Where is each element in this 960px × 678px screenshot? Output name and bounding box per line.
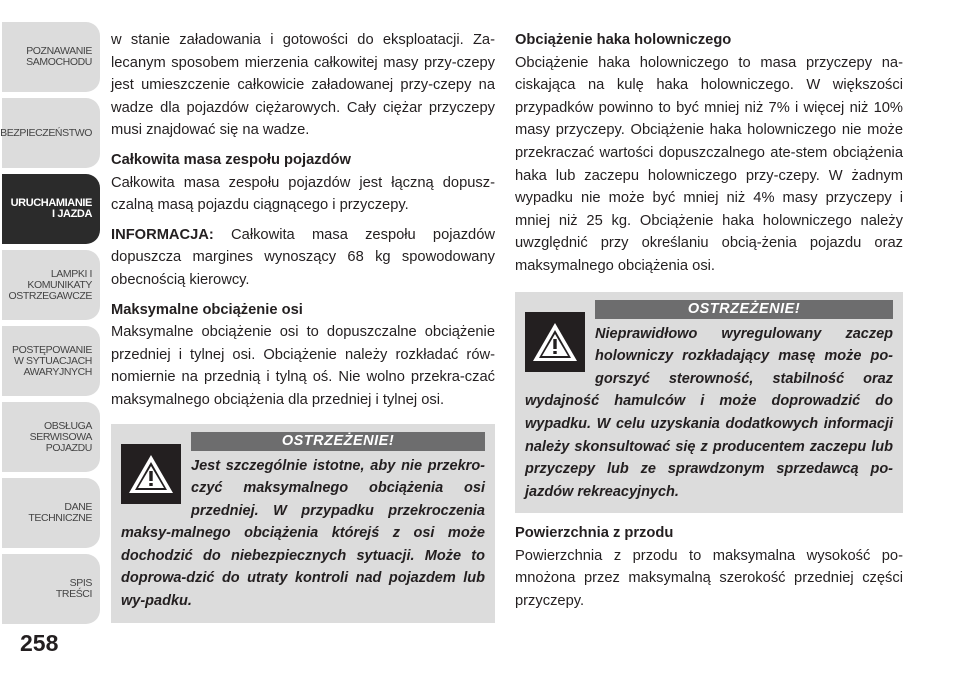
paragraph-max-axle-load: Maksymalne obciążenie osi to dopuszczalne obciążenie przedniej i tylnej osi. Obciążenie należy rozkładać rów-nomiernie na przednią i tylną oś. Nie wolno przekra-czać maksymalnego obciążenia dla przedniej i tylnej osi. (111, 324, 495, 408)
tab-uruchamianie-i-jazda[interactable] (2, 174, 100, 244)
warning-triangle-icon (525, 312, 585, 372)
warning-box-hitch (515, 292, 903, 514)
warning-title: OSTRZEŻENIE! (595, 300, 893, 319)
tab-obsluga-serwisowa[interactable] (2, 402, 100, 472)
tab-label: SPIS TREŚCI (55, 577, 92, 600)
tab-poznawanie-samochodu[interactable] (2, 22, 100, 92)
page-number: 258 (20, 630, 59, 656)
tab-postepowanie-awaryjne[interactable] (2, 326, 100, 396)
warning-text: Nieprawidłowo wyregulowany zaczep holowniczy rozkładający masę może po-gorszyć sterowność, stabilność oraz wydajność hamulców i może doprowadzić do wypadku. W celu uzyskania dodatkowych informacji należy skonsultować się z producentem zaczepu lub przyczepy lub ze sprawdzonym sprzedawcą po-jazdów rekreacyjnych. (525, 325, 893, 500)
paragraph-trailer-weighing: w stanie załadowania i gotowości do eksploatacji. Za-lecanym sposobem mierzenia całkowitej masy przy-czepy jest umieszczenie całkowicie załadowanej przy-czepy na wadze dla pojazdów ciężarowych. Cały ciężar przyczepy musi znajdować się na wadze. (111, 32, 495, 139)
info-text: Całkowita masa zespołu pojazdów dopuszcza margines wynoszący 68 kg spowodowany obecnością kierowcy. (111, 226, 495, 288)
tab-label: DANE TECHNICZNE (28, 501, 92, 524)
paragraph-gcw: Całkowita masa zespołu pojazdów jest łączną dopusz-czalną masą pojazdu ciągnącego i przyczepy. (111, 174, 495, 214)
heading-max-axle-load: Maksymalne obciążenie osi (111, 301, 303, 318)
tab-label: URUCHAMIANIE I JAZDA (10, 197, 92, 220)
tab-label: OBSŁUGA SERWISOWA POJAZDU (29, 419, 92, 454)
right-column (515, 29, 903, 620)
info-note (111, 224, 495, 292)
heading-gcw: Całkowita masa zespołu pojazdów (111, 151, 351, 168)
tab-lampki-i-komunikaty[interactable] (2, 250, 100, 320)
warning-triangle-icon (121, 444, 181, 504)
tab-label: BEZPIECZEŃSTWO (0, 126, 92, 139)
paragraph-tongue-weight: Obciążenie haka holowniczego to masa przyczepy na-ciskająca na kulę haka holowniczego. W większości przypadków powinno to być mniej niż 7% i więcej niż 10% masy przyczepy. Obciążenie haka holowniczego nie może przekraczać wartości dopuszczalnego ate-stem obciążenia haka lub zaczepu holowniczego przy-czepy. W żadnym wypadku nie może być mniej niż 4% masy przyczepy i mniej niż 25 kg. Obciążenie haka holowniczego należy uwzględnić przy określaniu obcią-żenia pojazdu oraz maksymalnego obciążenia osi. (515, 54, 903, 274)
tab-label: POZNAWANIE SAMOCHODU (26, 45, 92, 68)
tab-bezpieczenstwo[interactable] (2, 98, 100, 168)
warning-box-axle (111, 424, 495, 623)
heading-tongue-weight: Obciążenie haka holowniczego (515, 32, 732, 48)
tab-label: LAMPKI I KOMUNIKATY OSTRZEGAWCZE (8, 267, 92, 302)
left-column (111, 29, 495, 623)
paragraph-frontal-area: Powierzchnia z przodu to maksymalna wysokość po-mnożona przez maksymalną szerokość przedniej części przyczepy. (515, 547, 903, 610)
info-label: INFORMACJA: (111, 226, 214, 243)
heading-frontal-area: Powierzchnia z przodu (515, 525, 674, 542)
tab-dane-techniczne[interactable] (2, 478, 100, 548)
tab-label: POSTĘPOWANIE W SYTUACJACH AWARYJNYCH (12, 343, 92, 378)
tab-spis-tresci[interactable] (2, 554, 100, 624)
warning-title: OSTRZEŻENIE! (191, 432, 485, 451)
warning-text: Jest szczególnie istotne, aby nie przekro-czyć maksymalnego obciążenia osi przedniej. W przypadku przekroczenia maksy-malnego obciążenia którejś z osi może dochodzić do niebezpiecznych sytuacji. Może to doprowa-dzić do utraty kontroli nad pojazdem lub wy-padku. (121, 457, 485, 610)
